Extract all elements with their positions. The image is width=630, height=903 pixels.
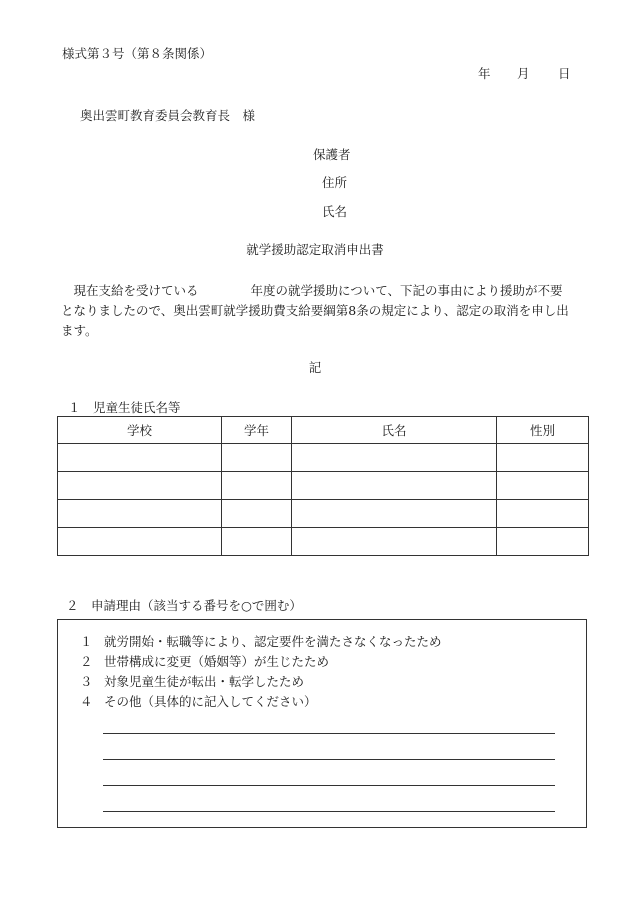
reason-text: その他（具体的に記入してください） <box>104 694 317 709</box>
cell-school[interactable] <box>58 472 222 500</box>
section2-title: ２ 申請理由（該当する番号を○で囲む） <box>66 598 302 613</box>
body-line-3: ます。 <box>61 323 98 338</box>
reason-text: 就労開始・転職等により、認定要件を満たさなくなったため <box>104 634 442 649</box>
reason-number: ３ <box>80 674 93 689</box>
cell-grade[interactable] <box>222 472 292 500</box>
cell-grade[interactable] <box>222 444 292 472</box>
ki-heading: 記 <box>308 360 322 375</box>
cell-name[interactable] <box>292 500 497 528</box>
cell-gender[interactable] <box>497 472 589 500</box>
other-reason-line-3[interactable] <box>103 785 555 786</box>
addressee: 奥出雲町教育委員会教育長 様 <box>80 108 256 123</box>
cell-school[interactable] <box>58 444 222 472</box>
column-header-grade: 学年 <box>222 417 292 444</box>
other-reason-line-2[interactable] <box>103 759 555 760</box>
body-line-1-end: 年度の就学援助について、下記の事由により援助が不要 <box>250 283 563 298</box>
cell-school[interactable] <box>58 528 222 556</box>
reason-item-2[interactable] <box>80 656 329 669</box>
body-line-2: となりましたので、奥出雲町就学援助費支給要綱第8条の規定により、認定の取消を申し出 <box>61 303 569 318</box>
reason-number: ２ <box>80 654 93 669</box>
date-year: 年 <box>478 66 491 81</box>
reason-item-4[interactable] <box>80 696 317 709</box>
other-reason-line-4[interactable] <box>103 811 555 812</box>
cell-name[interactable] <box>292 472 497 500</box>
cell-grade[interactable] <box>222 528 292 556</box>
name-label: 氏名 <box>322 204 348 219</box>
column-header-school: 学校 <box>58 417 222 444</box>
body-paragraph <box>61 281 589 341</box>
section1-title: １ 児童生徒氏名等 <box>68 400 181 415</box>
cell-gender[interactable] <box>497 528 589 556</box>
reason-item-3[interactable] <box>80 676 304 689</box>
table-row <box>58 500 589 528</box>
table-header-row <box>58 417 589 444</box>
cell-gender[interactable] <box>497 444 589 472</box>
cell-name[interactable] <box>292 528 497 556</box>
body-line-1-start: 現在支給を受けている <box>73 283 199 298</box>
reason-text: 対象児童生徒が転出・転学したため <box>104 674 305 689</box>
student-table <box>57 416 589 556</box>
reason-item-1[interactable] <box>80 636 442 649</box>
guardian-label: 保護者 <box>313 147 351 162</box>
cell-grade[interactable] <box>222 500 292 528</box>
reason-number: ４ <box>80 694 93 709</box>
form-number: 様式第３号（第８条関係） <box>62 46 213 61</box>
reason-box <box>57 619 587 828</box>
date-day: 日 <box>558 66 571 81</box>
column-header-name: 氏名 <box>292 417 497 444</box>
reason-number: １ <box>80 634 93 649</box>
cell-school[interactable] <box>58 500 222 528</box>
table-row <box>58 444 589 472</box>
other-reason-line-1[interactable] <box>103 733 555 734</box>
date-month: 月 <box>517 66 530 81</box>
column-header-gender: 性別 <box>497 417 589 444</box>
body-line-1 <box>61 281 589 301</box>
address-label: 住所 <box>322 175 348 190</box>
table-row <box>58 472 589 500</box>
table-row <box>58 528 589 556</box>
reason-text: 世帯構成に変更（婚姻等）が生じたため <box>104 654 330 669</box>
document-title: 就学援助認定取消申出書 <box>246 242 384 257</box>
cell-name[interactable] <box>292 444 497 472</box>
cell-gender[interactable] <box>497 500 589 528</box>
